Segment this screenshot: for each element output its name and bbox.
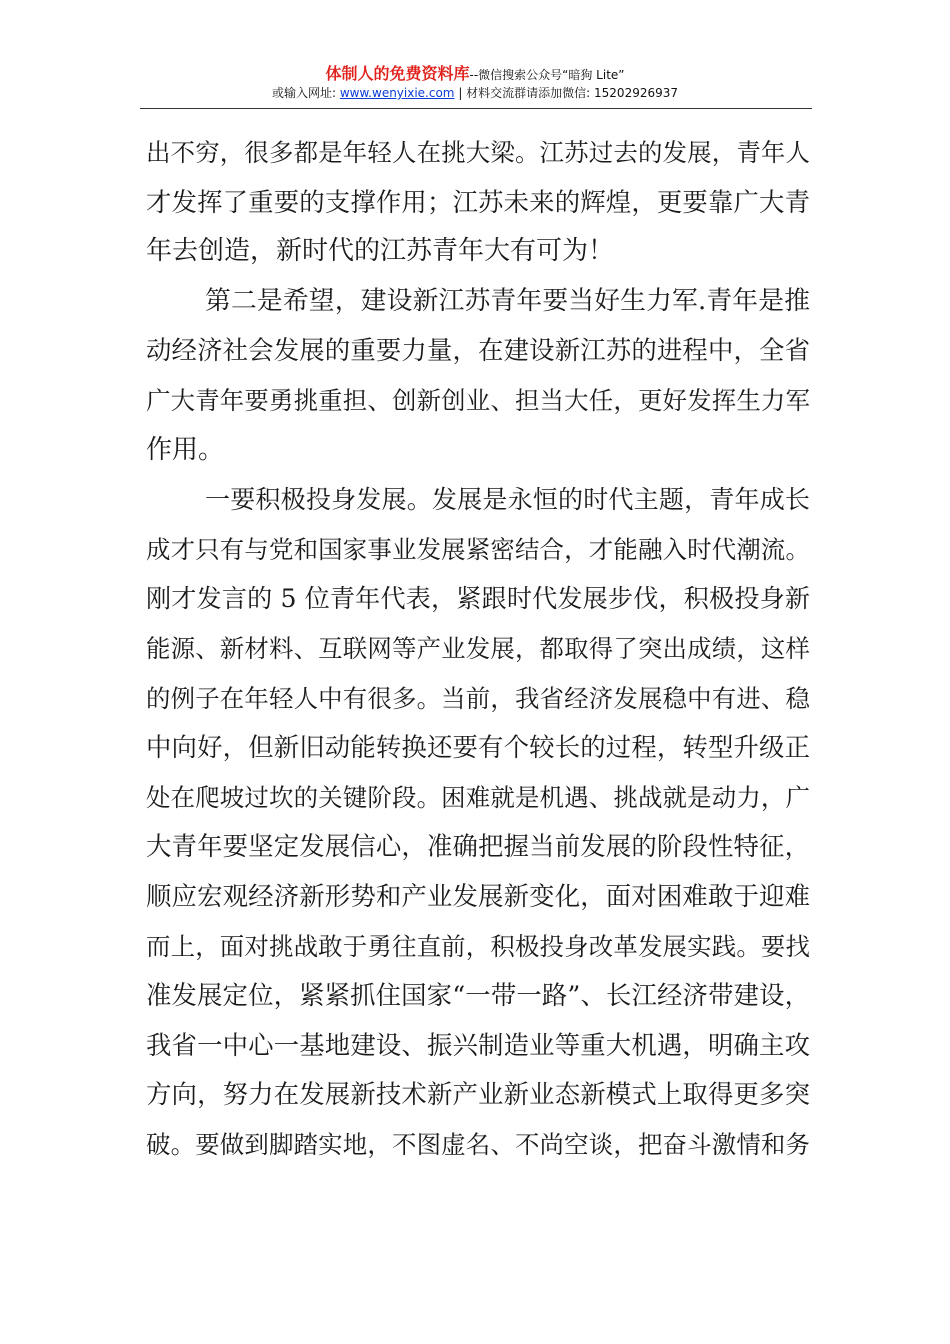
text-line: 破。要做到脚踏实地，不图虚名、不尚空谈，把奋斗激情和务	[146, 1129, 810, 1159]
header-tagline: --微信搜索公众号“暗狗 Lite”	[469, 68, 625, 82]
header-title-line	[140, 64, 810, 85]
text-line: 第二是希望，建设新江苏青年要当好生力军.青年是推	[205, 285, 810, 316]
website-link[interactable]: www.wenyixie.com	[339, 86, 455, 100]
text-line: 方向，努力在发展新技术新产业新业态新模式上取得更多突	[146, 1079, 810, 1110]
header-divider	[140, 108, 812, 109]
brand-title: 体制人的免费资料库	[325, 64, 470, 83]
text-line: 出不穷，很多都是年轻人在挑大梁。江苏过去的发展，青年人	[146, 138, 810, 167]
text-line: 作用。	[146, 434, 225, 465]
url-prefix: 或输入网址:	[271, 86, 340, 100]
document-body	[146, 128, 810, 1169]
text-line: 而上，面对挑战敢于勇往直前，积极投身改革发展实践。要找	[146, 931, 810, 961]
text-line: 顺应宏观经济新形势和产业发展新变化，面对困难敢于迎难	[146, 880, 810, 911]
contact-info: | 材料交流群请添加微信: 15202926937	[454, 86, 679, 100]
text-line: 准发展定位，紧紧抓住国家“一带一路”、长江经济带建设，	[146, 980, 810, 1011]
text-line: 刚才发言的 5 位青年代表，紧跟时代发展步伐，积极投身新	[146, 584, 810, 614]
text-line: 能源、新材料、互联网等产业发展，都取得了突出成绩，这样	[146, 633, 810, 663]
text-line: 年去创造，新时代的江苏青年大有可为！	[146, 236, 615, 267]
text-line: 我省一中心一基地建设、振兴制造业等重大机遇，明确主攻	[146, 1029, 810, 1060]
text-line: 的例子在年轻人中有很多。当前，我省经济发展稳中有进、稳	[146, 683, 810, 713]
text-line: 大青年要坚定发展信心，准确把握当前发展的阶段性特征，	[146, 831, 810, 862]
text-line: 中向好，但新旧动能转换还要有个较长的过程，转型升级正	[146, 732, 810, 763]
header-link-line	[140, 85, 810, 102]
page-header	[140, 64, 810, 102]
text-line: 成才只有与党和国家事业发展紧密结合，才能融入时代潮流。	[146, 534, 810, 564]
text-line: 才发挥了重要的支撑作用；江苏未来的辉煌，更要靠广大青	[146, 186, 810, 217]
text-line: 一要积极投身发展。发展是永恒的时代主题，青年成长	[205, 485, 810, 515]
text-line: 广大青年要勇挑重担、创新创业、担当大任，更好发挥生力军	[146, 385, 810, 415]
text-line: 动经济社会发展的重要力量，在建设新江苏的进程中，全省	[146, 335, 810, 366]
text-line: 处在爬坡过坎的关键阶段。困难就是机遇、挑战就是动力，广	[146, 782, 810, 812]
